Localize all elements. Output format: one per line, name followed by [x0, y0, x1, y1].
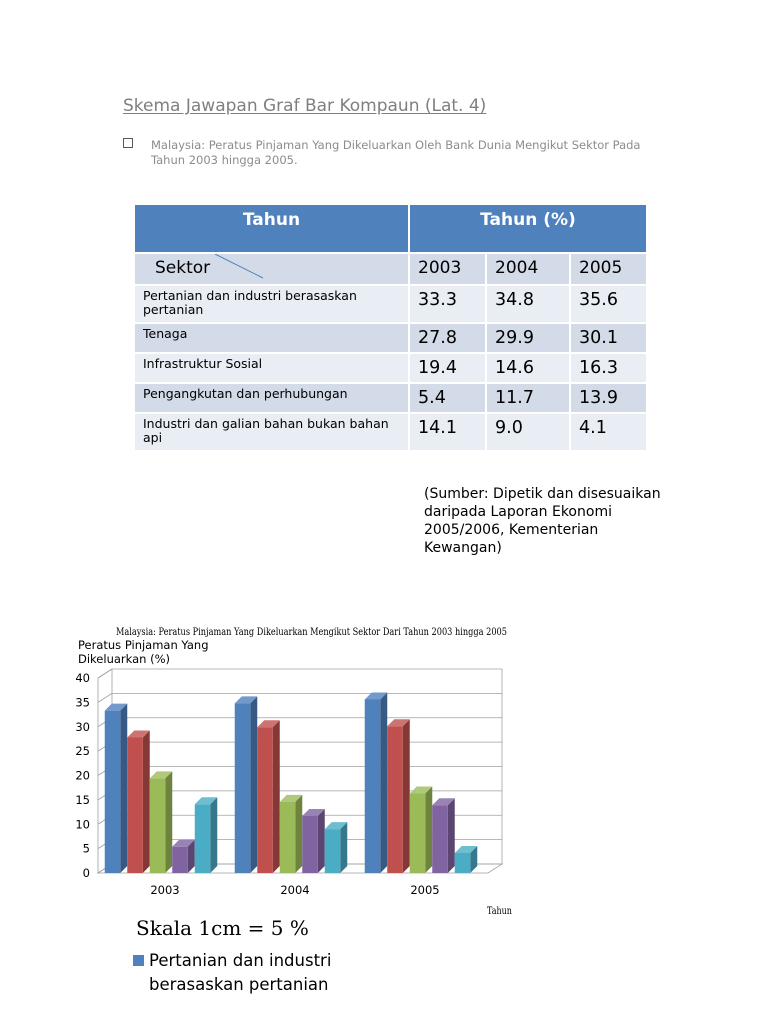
- y-axis-label: Peratus Pinjaman Yang Dikeluarkan (%): [78, 638, 209, 666]
- year-2005: 2005: [570, 253, 647, 285]
- chart-title: Malaysia: Peratus Pinjaman Yang Dikeluarkan Mengikut Sektor Dari Tahun 2003 hingga 2005: [116, 626, 507, 638]
- bar: [325, 829, 341, 873]
- cell-value: 4.1: [570, 413, 647, 451]
- bar: [172, 847, 188, 873]
- row-label: Pertanian dan industri berasaskan pertanian: [134, 285, 409, 323]
- bar: [235, 703, 251, 873]
- bar-side: [448, 798, 455, 873]
- source-note: (Sumber: Dipetik dan disesuaikan daripada Laporan Ekonomi 2005/2006, Kementerian Kewangan): [424, 486, 661, 556]
- bar: [127, 737, 143, 873]
- cell-value: 35.6: [570, 285, 647, 323]
- cell-value: 5.4: [409, 383, 486, 413]
- bar-side: [340, 822, 347, 873]
- y-tick-label: 15: [75, 792, 90, 807]
- year-2003: 2003: [409, 253, 486, 285]
- x-axis-label: Tahun: [487, 906, 512, 917]
- legend-label: Pertanian dan industri berasaskan pertanian: [149, 951, 332, 994]
- legend-swatch: [133, 955, 144, 966]
- bar-side: [143, 730, 150, 873]
- cell-value: 33.3: [409, 285, 486, 323]
- cell-value: 19.4: [409, 353, 486, 383]
- cell-value: 34.8: [486, 285, 570, 323]
- cell-value: 14.6: [486, 353, 570, 383]
- x-tick-label: 2004: [280, 883, 310, 897]
- bar: [365, 699, 381, 873]
- y-tick-label: 10: [75, 817, 90, 832]
- scale-note: Skala 1cm = 5 %: [136, 916, 309, 940]
- y-tick-label: 25: [75, 744, 90, 759]
- y-tick-label: 35: [75, 695, 90, 710]
- bar: [432, 805, 448, 873]
- bar: [410, 794, 426, 873]
- cell-value: 27.8: [409, 323, 486, 353]
- bar: [257, 727, 273, 873]
- bar-side: [250, 696, 257, 873]
- x-tick-label: 2003: [150, 883, 180, 897]
- y-tick-label: 0: [82, 866, 90, 880]
- cell-value: 16.3: [570, 353, 647, 383]
- page-subtitle: Malaysia: Peratus Pinjaman Yang Dikeluarkan Oleh Bank Dunia Mengikut Sektor Pada Tahun 2003 hingga 2005.: [151, 138, 641, 167]
- bar: [195, 804, 211, 873]
- page-title: Skema Jawapan Graf Bar Kompaun (Lat. 4): [123, 96, 487, 116]
- y-tick-label: 30: [75, 719, 90, 734]
- cell-value: 11.7: [486, 383, 570, 413]
- cell-value: 9.0: [486, 413, 570, 451]
- bar-side: [273, 720, 280, 873]
- row-label: Pengangkutan dan perhubungan: [134, 383, 409, 413]
- cell-value: 30.1: [570, 323, 647, 353]
- year-2004: 2004: [486, 253, 570, 285]
- row-label: Tenaga: [134, 323, 409, 353]
- bar-side: [318, 809, 325, 873]
- y-tick-label: 40: [75, 671, 90, 685]
- bar: [455, 853, 471, 873]
- y-tick-label: 5: [82, 841, 90, 856]
- cell-value: 14.1: [409, 413, 486, 451]
- bar-side: [295, 795, 302, 873]
- bar: [302, 816, 318, 873]
- row-label: Industri dan galian bahan bukan bahan api: [134, 413, 409, 451]
- sector-label: Sektor: [155, 258, 211, 278]
- bar: [105, 711, 121, 873]
- bar-side: [120, 704, 127, 873]
- bar-side: [165, 771, 172, 873]
- row-label: Infrastruktur Sosial: [134, 353, 409, 383]
- bar: [150, 778, 166, 873]
- cell-value: 13.9: [570, 383, 647, 413]
- bar-side: [380, 692, 387, 873]
- bar-side: [210, 797, 217, 873]
- bar-side: [403, 719, 410, 873]
- header-tahun-percent: Tahun (%): [409, 204, 647, 253]
- cell-value: 29.9: [486, 323, 570, 353]
- bar: [387, 726, 403, 873]
- header-tahun: Tahun: [134, 204, 409, 253]
- x-tick-label: 2005: [410, 883, 440, 897]
- bar: [280, 802, 296, 873]
- y-tick-label: 20: [75, 768, 90, 783]
- bar-side: [425, 787, 432, 873]
